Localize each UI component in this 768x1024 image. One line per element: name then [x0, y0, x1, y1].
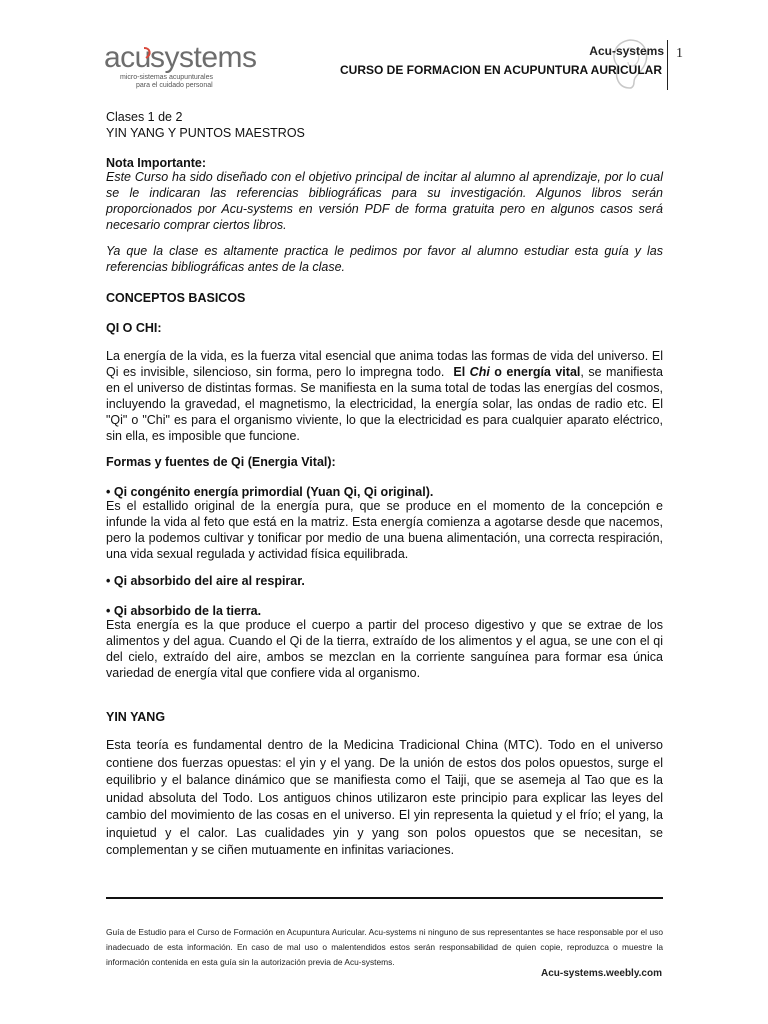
qi-bold-2: o energía vital: [494, 365, 581, 379]
page-number: 1: [676, 46, 683, 61]
note-body: Este Curso ha sido diseñado con el objetivo principal de incitar al alumno al aprendizaje, por lo cual se le indicaran las referencias bibliográficas para su investigación. Algunos libros serán proporcionados por Acu-systems en versión PDF de forma gratuita pero en algunos casos será necesario comprar ciertos libros.: [106, 170, 663, 232]
qi-bold-italic: Chi: [469, 365, 490, 379]
qi-heading: QI O CHI:: [106, 321, 162, 335]
qi-paragraph: [106, 348, 663, 444]
sources-heading: Formas y fuentes de Qi (Energia Vital):: [106, 455, 336, 469]
header-brand: Acu-systems: [589, 44, 664, 58]
footer-disclaimer: Guía de Estudio para el Curso de Formación en Acupuntura Auricular. Acu-systems ni ninguno de sus representantes se hace responsable por el uso inadecuado de esta información. En caso de mal uso o malentendidos estos serán responsabilidad de quien copie, reproduzca o muestre la información contenida en esta guía sin la autorización previa de Acu-systems.: [106, 927, 663, 967]
logo-tagline-2: para el cuidado personal: [136, 82, 213, 89]
footer-divider: [106, 897, 663, 899]
acu-systems-logo: [104, 41, 257, 94]
yinyang-body: Esta teoría es fundamental dentro de la Medicina Tradicional China (MTC). Todo en el universo contiene dos fuerzas opuestas: el yin y el yang. De la unión de estos dos polos opuestos, surge el equilibrio y el balance dinámico que se manifiesta como el Taiji, que se asemeja al Tao que es la unidad absoluta del Todo. Los antiguos chinos utilizaron este principio para explicar las leyes del cambio del movimiento de las cosas en el universo. El yin representa la quietud y el frío; el yang, la inquietud y el calor. Las cualidades yin y yang son polos opuestos que se necesitan, se complementan y se ciñen mutuamente en infinitas variaciones.: [106, 738, 663, 857]
header-course-title: CURSO DE FORMACION EN ACUPUNTURA AURICULAR: [340, 63, 662, 77]
header-divider: [667, 40, 668, 90]
logo-tagline-1: micro-sistemas acupunturales: [120, 74, 213, 81]
note-heading: Nota Importante:: [106, 156, 206, 170]
source-3-title: • Qi absorbido de la tierra.: [106, 604, 262, 618]
logo-word-systems: systems: [150, 41, 257, 74]
source-3-body: Esta energía es la que produce el cuerpo a partir del proceso digestivo y que se extrae de los alimentos y del agua. Cuando el Qi de la tierra, extraído de los alimentos y el agua, se une con el qi del cielo, extraído del aire, ambos se mezclan en la corriente sanguínea para formar esa única variedad de energía vital que confiere vida al organismo.: [106, 618, 663, 680]
logo-word-acu: acu: [104, 41, 151, 74]
section-heading-basics: CONCEPTOS BASICOS: [106, 291, 246, 305]
note-body-2: Ya que la clase es altamente practica le pedimos por favor al alumno estudiar esta guía y las referencias bibliográficas antes de la clase.: [106, 244, 663, 274]
class-line: Clases 1 de 2: [106, 110, 183, 124]
source-1-body: Es el estallido original de la energía pura, que se produce en el momento de la concepción e infunde la vida al feto que está en la matriz. Esta energía comienza a agotarse desde que nacemos, pero la podemos cultivar y tonificar por medio de una buena alimentación, una correcta respiración, una vida sexual regulada y actividad física equilibrada.: [106, 499, 663, 561]
footer-website: Acu-systems.weebly.com: [541, 968, 662, 979]
source-2-title: • Qi absorbido del aire al respirar.: [106, 574, 305, 588]
yinyang-heading: YIN YANG: [106, 710, 166, 724]
qi-bold-1: El: [453, 365, 466, 379]
qi-text-a: La energía de la vida, es la fuerza vital esencial que anima todas las formas de vida del universo. El Qi es invisible, silencioso, sin forma, pero lo impregna todo.: [106, 349, 663, 379]
topic-line: YIN YANG Y PUNTOS MAESTROS: [106, 126, 305, 140]
source-1-title: • Qi congénito energía primordial (Yuan Qi, Qi original).: [106, 485, 434, 499]
qi-text-b: , se manifiesta en el universo de distintas formas. Se manifiesta en la suma total de todas las energías del cosmos, incluyendo la gravedad, el magnetismo, la electricidad, la energía solar, las ondas de radio etc. El "Qi" o "Chi" es para el organismo viviente, lo que la electricidad es para cualquier aparato eléctrico, sin ella, es imposible que funcione.: [106, 365, 663, 443]
